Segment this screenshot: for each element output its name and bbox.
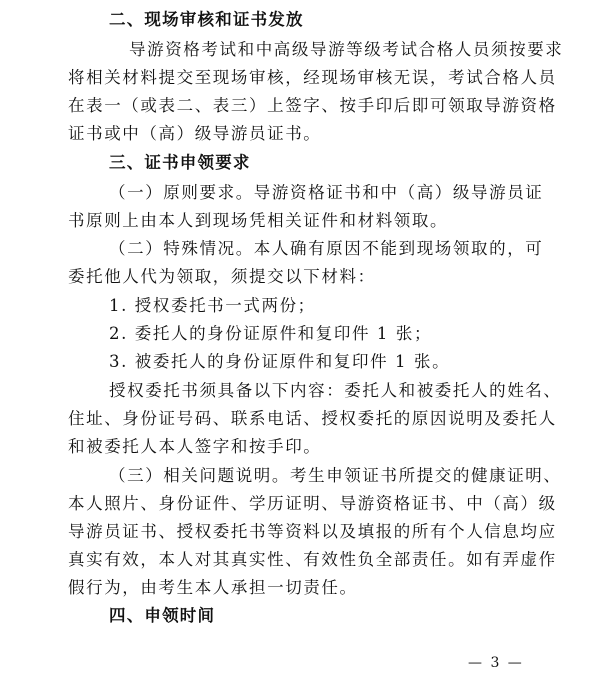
- paragraph-line: （二）特殊情况。本人确有原因不能到现场领取的，可: [109, 239, 544, 258]
- section-heading-2: 二、现场审核和证书发放: [109, 10, 304, 29]
- page-number: — 3 —: [468, 655, 524, 671]
- section-heading-3: 三、证书申领要求: [109, 153, 251, 172]
- paragraph-line: 假行为，由考生本人承担一切责任。: [68, 578, 358, 597]
- paragraph-line: 本人照片、身份证件、学历证明、导游资格证书、中（高）级: [68, 494, 557, 513]
- paragraph-line: （一）原则要求。导游资格证书和中（高）级导游员证: [109, 183, 544, 202]
- section-heading-4: 四、申领时间: [109, 606, 216, 625]
- paragraph-line: 证书或中（高）级导游员证书。: [68, 124, 322, 143]
- paragraph-line: 在表一（或表二、表三）上签字、按手印后即可领取导游资格: [68, 96, 557, 115]
- paragraph-line: （三）相关问题说明。考生申领证书所提交的健康证明、: [109, 466, 562, 485]
- paragraph-line: 委托他人代为领取，须提交以下材料：: [68, 267, 376, 286]
- paragraph-line: 导游员证书、授权委托书等资料以及填报的所有个人信息均应: [68, 522, 557, 541]
- list-item: 2. 委托人的身份证原件和复印件 1 张；: [109, 324, 433, 343]
- paragraph-line: 真实有效，本人对其真实性、有效性负全部责任。如有弄虚作: [68, 550, 557, 569]
- list-item: 3. 被委托人的身份证原件和复印件 1 张。: [109, 352, 451, 371]
- paragraph-line: 将相关材料提交至现场审核，经现场审核无误，考试合格人员: [68, 68, 557, 87]
- paragraph-line: 授权委托书须具备以下内容：委托人和被委托人的姓名、: [109, 381, 562, 400]
- paragraph-line: 住址、身份证号码、联系电话、授权委托的原因说明及委托人: [68, 409, 557, 428]
- paragraph-line: 书原则上由本人到现场凭相关证件和材料领取。: [68, 211, 449, 230]
- paragraph-line: 导游资格考试和中高级导游等级考试合格人员须按要求: [129, 40, 564, 59]
- paragraph-line: 和被委托人本人签字和按手印。: [68, 437, 322, 456]
- list-item: 1. 授权委托书一式两份；: [109, 296, 316, 315]
